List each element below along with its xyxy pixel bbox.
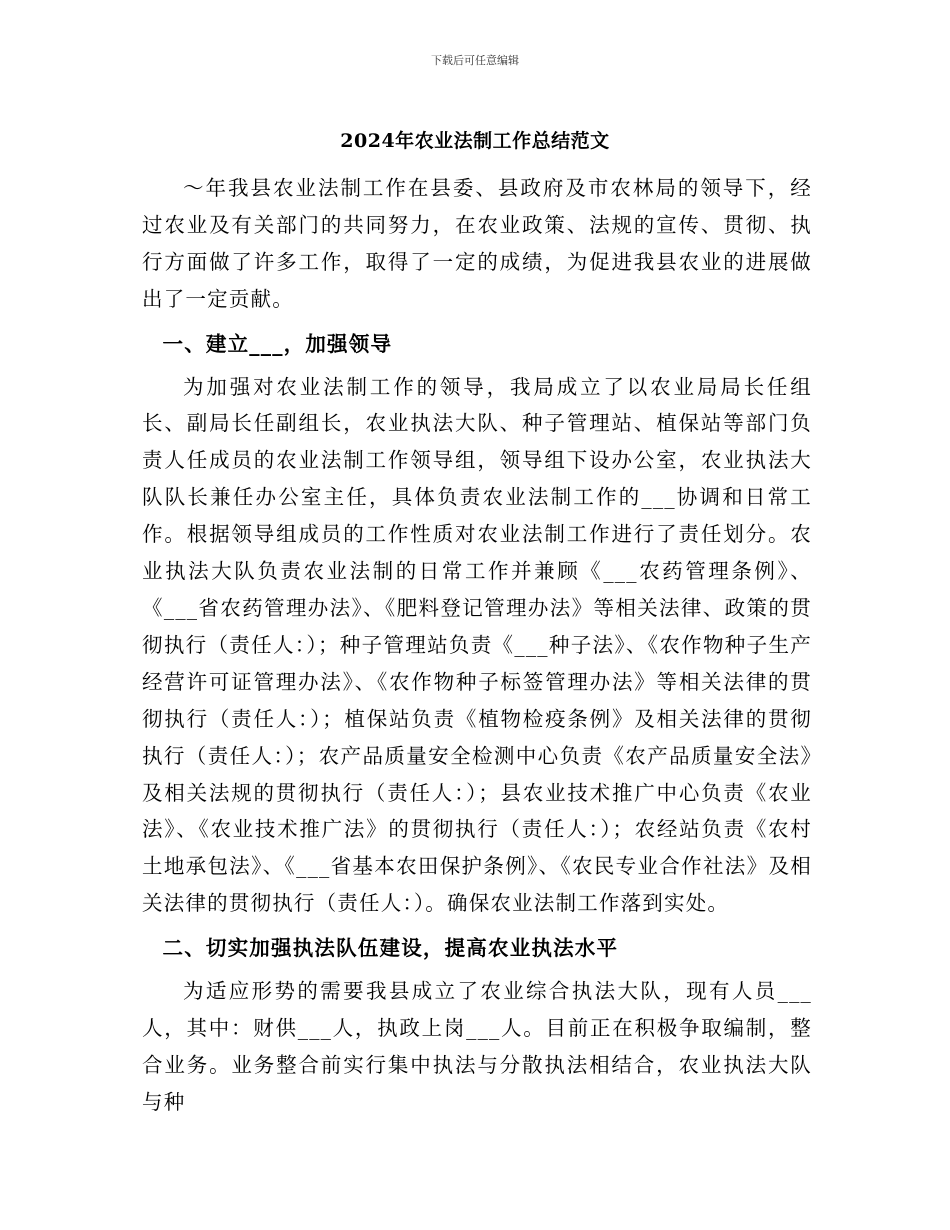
- page-header-watermark: 下载后可任意编辑: [431, 54, 519, 67]
- document-body: [142, 170, 812, 1121]
- section-1-heading: 一、建立___，加强领导: [162, 331, 393, 356]
- section-1-paragraph: 为加强对农业法制工作的领导，我局成立了以农业局局长任组长、副局长任副组长，农业执法大队、种子管理站、植保站等部门负责人任成员的农业法制工作领导组，领导组下设办公室，农业执法大队队长兼任办公室主任，具体负责农业法制工作的___协调和日常工作。根据领导组成员的工作性质对农业法制工作进行了责任划分。农业执法大队负责农业法制的日常工作并兼顾《___农药管理条例》、《___省农药管理办法》、《肥料登记管理办法》等相关法律、政策的贯彻执行（责任人：）；种子管理站负责《___种子法》、《农作物种子生产经营许可证管理办法》、《农作物种子标签管理办法》等相关法律的贯彻执行（责任人：）；植保站负责《植物检疫条例》及相关法律的贯彻执行（责任人：）；农产品质量安全检测中心负责《农产品质量安全法》及相关法规的贯彻执行（责任人：）；县农业技术推广中心负责《农业法》、《农业技术推广法》的贯彻执行（责任人：）；农经站负责《农村土地承包法》、《___省基本农田保护条例》、《农民专业合作社法》及相关法律的贯彻执行（责任人：）。确保农业法制工作落到实处。: [142, 374, 812, 916]
- section-2-paragraph: 为适应形势的需要我县成立了农业综合执法大队，现有人员___人，其中：财供___人，执政上岗___人。目前正在积极争取编制，整合业务。业务整合前实行集中执法与分散执法相结合，农业执法大队与种: [142, 979, 812, 1114]
- section-2-heading: 二、切实加强执法队伍建设，提高农业执法水平: [162, 936, 619, 961]
- document-title: 2024年农业法制工作总结范文: [340, 130, 610, 152]
- intro-paragraph: ～年我县农业法制工作在县委、县政府及市农林局的领导下，经过农业及有关部门的共同努力，在农业政策、法规的宣传、贯彻、执行方面做了许多工作，取得了一定的成绩，为促进我县农业的进展做出了一定贡献。: [142, 176, 812, 311]
